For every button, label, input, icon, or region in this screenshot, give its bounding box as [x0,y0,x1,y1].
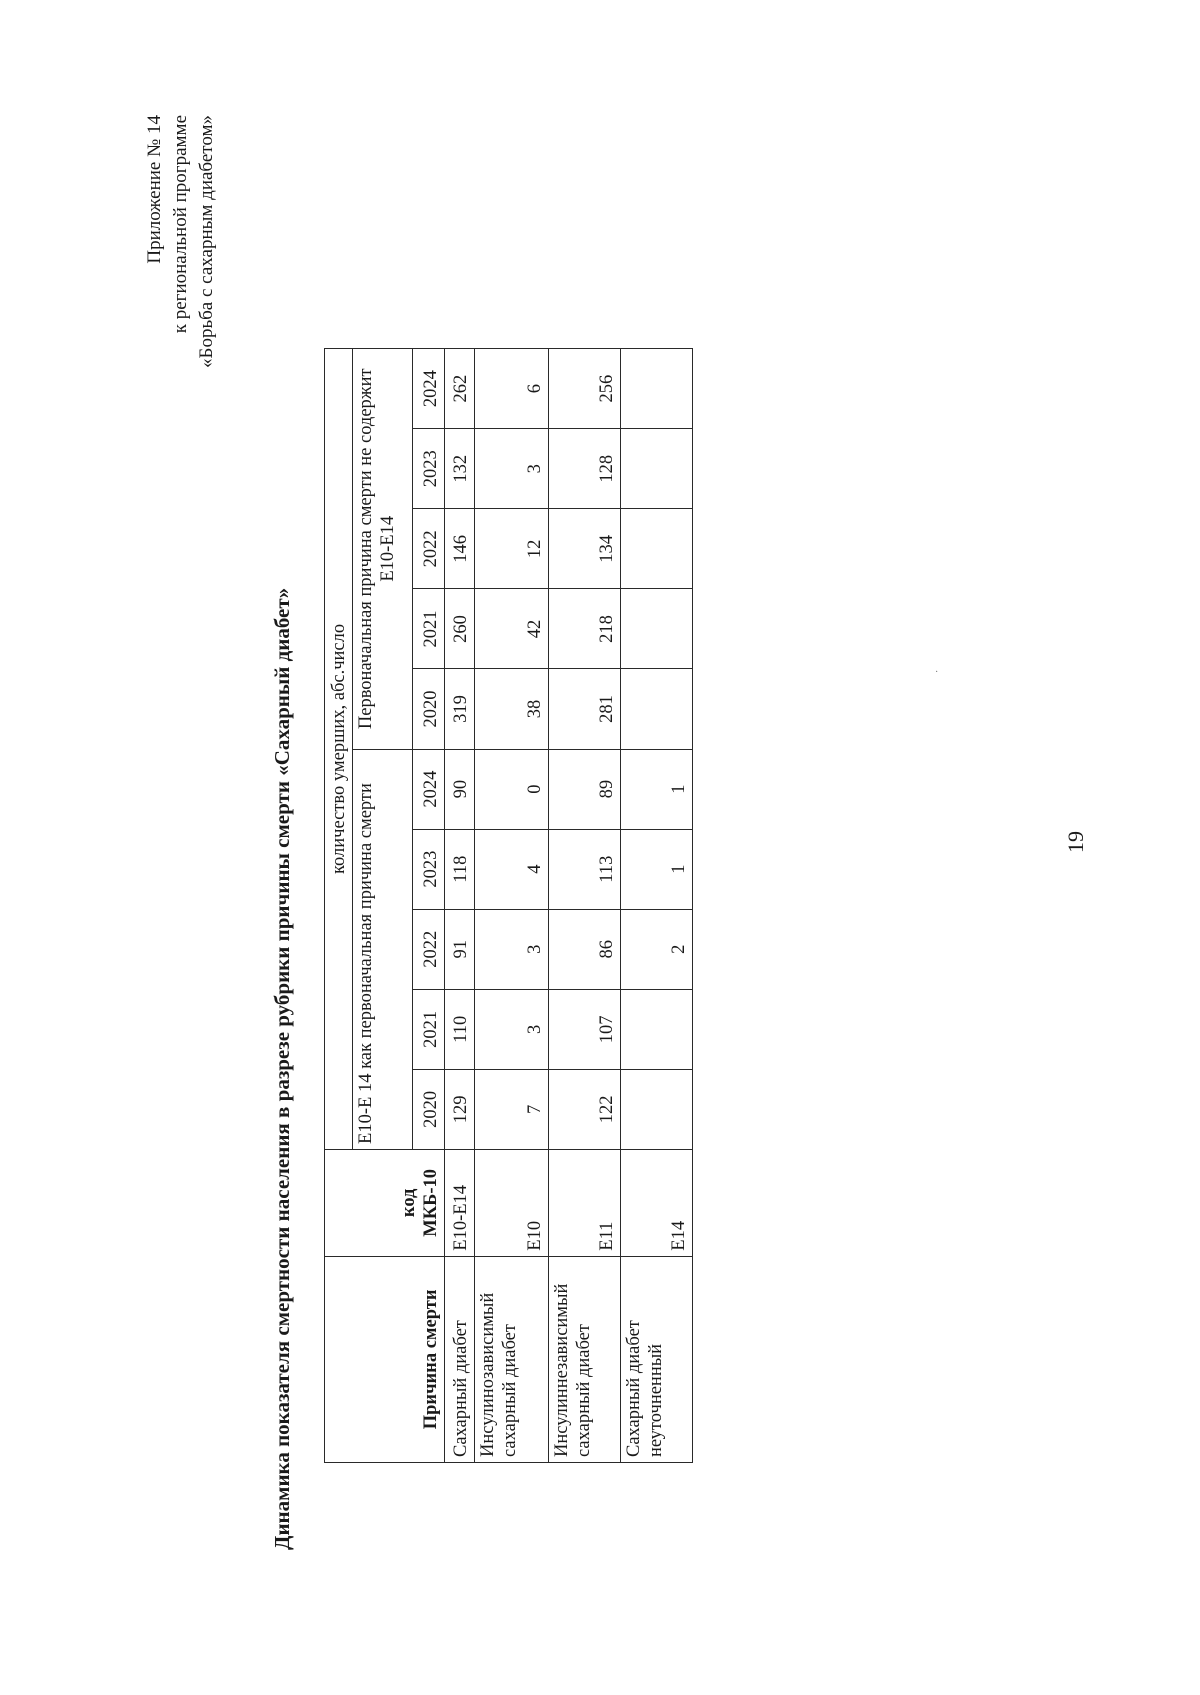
document-title: Динамика показателя смертности населения в разрезе рубрики причины смерти «Сахарный диабет» [270,587,294,1550]
value-cell: 122 [549,1069,621,1149]
value-cell: 12 [475,509,549,589]
value-cell: 129 [445,1069,475,1149]
code-cell: Е11 [549,1149,621,1256]
code-cell: Е10-Е14 [445,1149,475,1256]
value-cell: 146 [445,509,475,589]
appendix-line-2: к региональной программе [170,115,191,334]
value-cell: 110 [445,989,475,1069]
year-header: 2024 [413,349,445,429]
value-cell: 42 [475,589,549,669]
value-cell: 0 [475,749,549,829]
table-row [549,349,621,1463]
value-cell: 113 [549,829,621,909]
year-header: 2020 [413,1069,445,1149]
year-header: 2022 [413,909,445,989]
year-header: 2024 [413,749,445,829]
value-cell: 3 [475,429,549,509]
page-number: 19 [1063,831,1088,853]
value-cell: 218 [549,589,621,669]
table-row [621,349,693,1463]
appendix-note [142,115,220,395]
value-cell: 260 [445,589,475,669]
value-cell: 128 [549,429,621,509]
cause-cell: Сахарный диабет [445,1256,475,1462]
appendix-line-3: «Борьба с сахарным диабетом» [196,115,217,368]
value-cell [621,589,693,669]
value-cell [621,989,693,1069]
value-cell [621,1069,693,1149]
value-cell [621,669,693,749]
table-row [445,349,475,1463]
value-cell: 2 [621,909,693,989]
value-cell: 281 [549,669,621,749]
value-cell: 89 [549,749,621,829]
cause-cell: Сахарный диабет неуточненный [621,1256,693,1462]
value-cell: 3 [475,909,549,989]
cause-cell: Инсулиннезависимый сахарный диабет [549,1256,621,1462]
year-header: 2020 [413,669,445,749]
value-cell [621,509,693,589]
value-cell [621,349,693,429]
value-cell: 4 [475,829,549,909]
value-cell: 91 [445,909,475,989]
header-code: код МКБ-10 [325,1149,445,1256]
value-cell: 132 [445,429,475,509]
year-header: 2021 [413,989,445,1069]
header-cause: Причина смерти [325,1256,445,1462]
year-header: 2023 [413,829,445,909]
header-sub1: Е10-Е 14 как первоначальная причина смерти [353,749,413,1149]
value-cell: 319 [445,669,475,749]
value-cell: 262 [445,349,475,429]
mortality-table [324,348,693,1463]
appendix-line-1: Приложение № 14 [144,115,165,264]
value-cell: 6 [475,349,549,429]
table-row [475,349,549,1463]
code-cell: Е14 [621,1149,693,1256]
value-cell: 86 [549,909,621,989]
value-cell: 38 [475,669,549,749]
header-group: количество умерших, абс.число [325,349,353,1150]
value-cell: 118 [445,829,475,909]
value-cell [621,429,693,509]
year-header: 2023 [413,429,445,509]
value-cell: 107 [549,989,621,1069]
value-cell: 3 [475,989,549,1069]
year-header: 2022 [413,509,445,589]
year-header: 2021 [413,589,445,669]
value-cell: 256 [549,349,621,429]
value-cell: 7 [475,1069,549,1149]
value-cell: 134 [549,509,621,589]
scan-speck: · [935,667,939,678]
header-sub2: Первоначальная причина смерти не содержит Е10-Е14 [353,349,413,750]
value-cell: 1 [621,749,693,829]
code-cell: Е10 [475,1149,549,1256]
cause-cell: Инсулинозависимый сахарный диабет [475,1256,549,1462]
value-cell: 1 [621,829,693,909]
value-cell: 90 [445,749,475,829]
